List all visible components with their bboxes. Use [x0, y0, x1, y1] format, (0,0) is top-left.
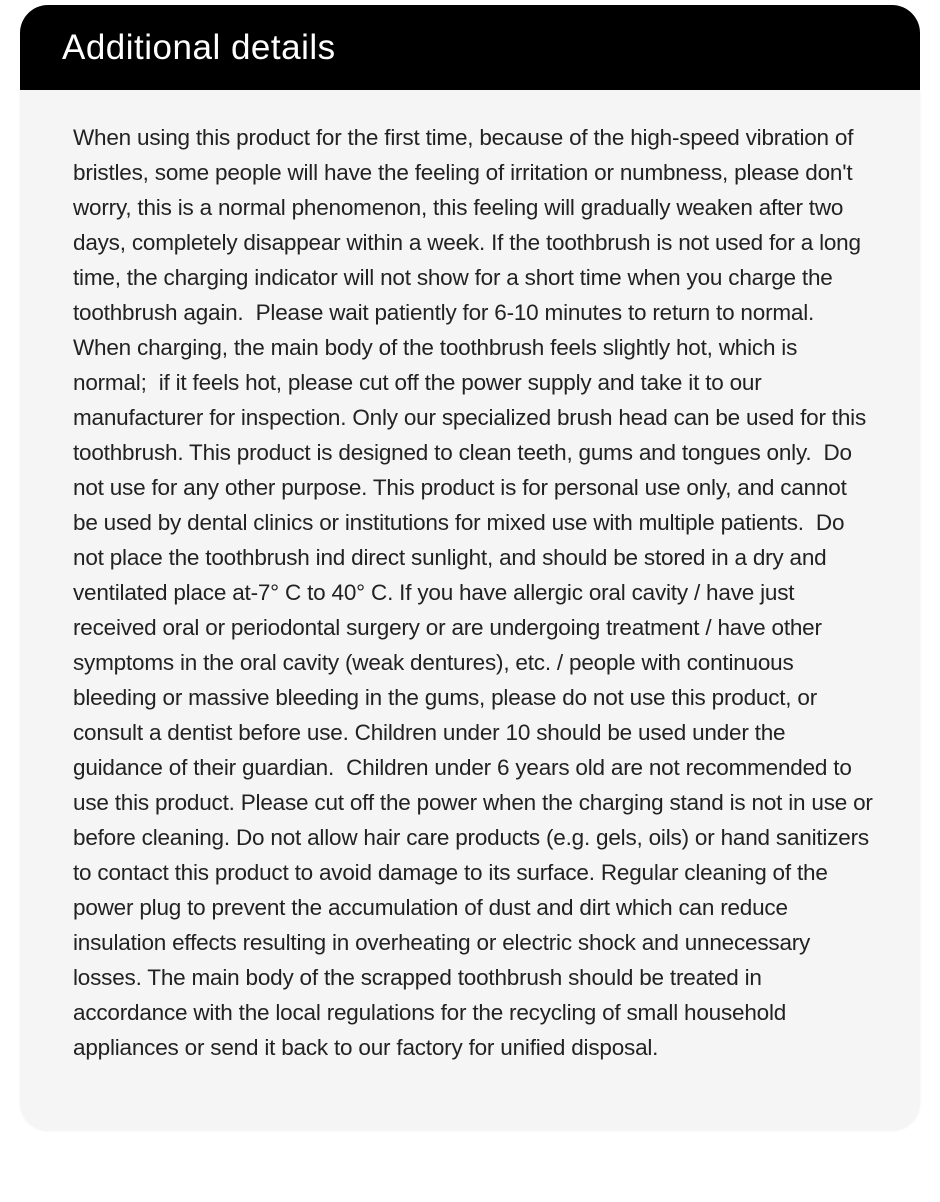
- additional-details-section: [20, 5, 920, 1130]
- details-card: [20, 90, 920, 1130]
- details-paragraph: When using this product for the first time, because of the high-speed vibration of bristles, some people will have the feeling of irritation or numbness, please don't worry, this is a normal phenomenon, this feeling will gradually weaken after two days, completely disappear within a week. If the toothbrush is not used for a long time, the charging indicator will not show for a short time when you charge the toothbrush again. Please wait patiently for 6-10 minutes to return to normal. When charging, the main body of the toothbrush feels slightly hot, which is normal; if it feels hot, please cut off the power supply and take it to our manufacturer for inspection. Only our specialized brush head can be used for this toothbrush. This product is designed to clean teeth, gums and tongues only. Do not use for any other purpose. This product is for personal use only, and cannot be used by dental clinics or institutions for mixed use with multiple patients. Do not place the toothbrush ind direct sunlight, and should be stored in a dry and ventilated place at-7° C to 40° C. If you have allergic oral cavity / have just received oral or periodontal surgery or are undergoing treatment / have other symptoms in the oral cavity (weak dentures), etc. / people with continuous bleeding or massive bleeding in the gums, please do not use this product, or consult a dentist before use. Children under 10 should be used under the guidance of their guardian. Children under 6 years old are not recommended to use this product. Please cut off the power when the charging stand is not in use or before cleaning. Do not allow hair care products (e.g. gels, oils) or hand sanitizers to contact this product to avoid damage to its surface. Regular cleaning of the power plug to prevent the accumulation of dust and dirt which can reduce insulation effects resulting in overheating or electric shock and unnecessary losses. The main body of the scrapped toothbrush should be treated in accordance with the local regulations for the recycling of small household appliances or send it back to our factory for unified disposal.: [73, 125, 879, 1060]
- section-header-banner: [20, 5, 920, 90]
- section-title: Additional details: [62, 27, 336, 67]
